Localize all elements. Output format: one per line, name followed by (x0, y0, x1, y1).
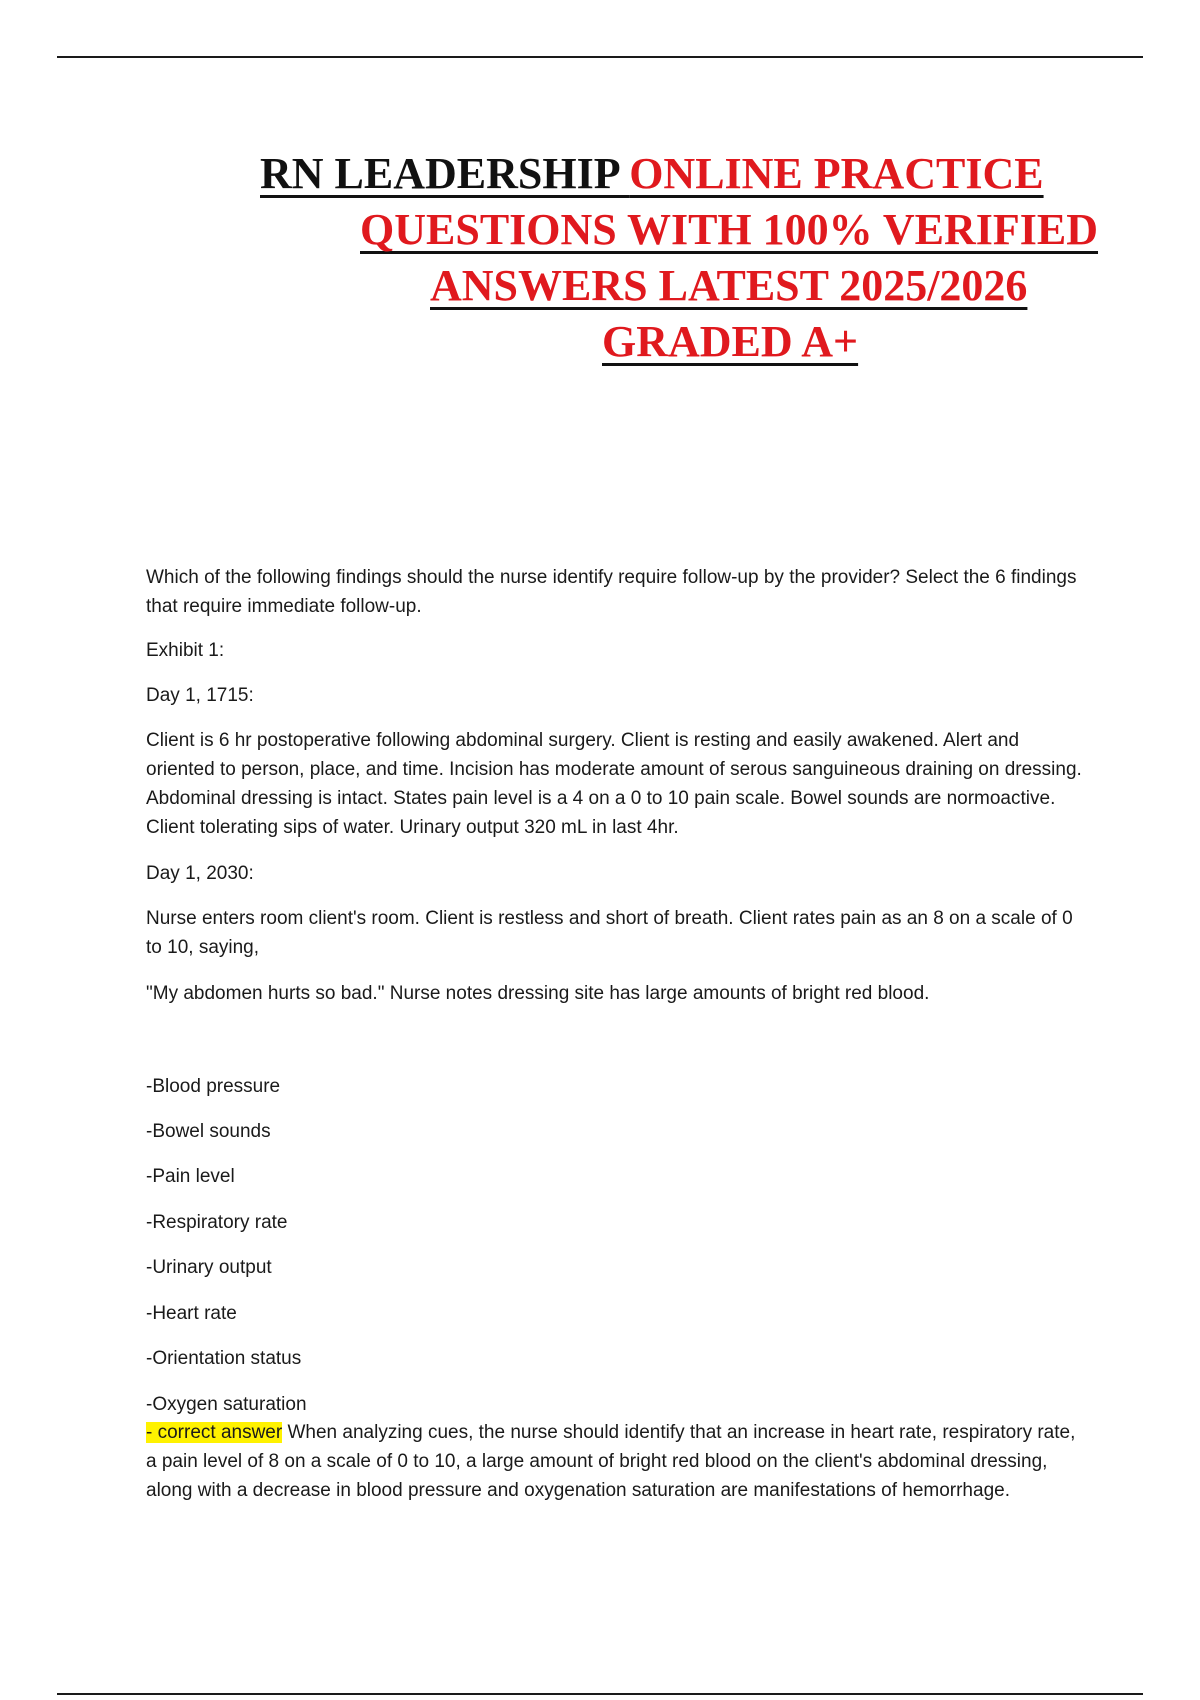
correct-answer-highlight: - correct answer (146, 1422, 283, 1443)
option-item: -Pain level (146, 1166, 235, 1187)
option-item: -Blood pressure (146, 1076, 281, 1097)
option-item: -Orientation status (146, 1348, 302, 1369)
title-line-3: ANSWERS LATEST 2025/2026 (430, 261, 1028, 310)
answer-text: When analyzing cues, the nurse should identify that an increase in heart rate, respiratory rate, a pain level of 8 on a scale of 0 to 10, a large amount of bright red blood on the client's abdominal dressing, along with a decrease in blood pressure and oxygenation saturation are manifestations of hemorrhage. (146, 1422, 1076, 1501)
option-item: -Respiratory rate (146, 1212, 288, 1233)
option-item: -Oxygen saturation (146, 1394, 307, 1415)
title-red-part: ONLINE PRACTICE (629, 149, 1044, 198)
bottom-rule (57, 1693, 1143, 1695)
entry-1-time: Day 1, 1715: (146, 685, 254, 706)
entry-2-note: Nurse enters room client's room. Client is restless and short of breath. Client rates pain as an 8 on a scale of 0 to 10, saying, (146, 908, 1073, 958)
option-item: -Heart rate (146, 1303, 237, 1324)
question-text: Which of the following findings should the nurse identify require follow-up by the provider? Select the 6 findings that require immediate follow-up. (146, 567, 1077, 617)
entry-2-quote: "My abdomen hurts so bad." Nurse notes dressing site has large amounts of bright red blood. (146, 983, 930, 1004)
exhibit-label: Exhibit 1: (146, 640, 225, 661)
entry-1-note: Client is 6 hr postoperative following abdominal surgery. Client is resting and easily awakened. Alert and oriented to person, place, and time. Incision has moderate amount of serous sanguineous draining on dressing. Abdominal dressing is intact. States pain level is a 4 on a 0 to 10 pain scale. Bowel sounds are normoactive. Client tolerating sips of water. Urinary output 320 mL in last 4hr. (146, 730, 1082, 838)
option-item: -Urinary output (146, 1257, 272, 1278)
answer-paragraph (146, 1418, 1086, 1505)
title-line-4: GRADED A+ (602, 317, 859, 366)
title-line-2: QUESTIONS WITH 100% VERIFIED (360, 205, 1099, 254)
option-item: -Bowel sounds (146, 1121, 271, 1142)
title-black-part: RN LEADERSHIP (260, 149, 630, 198)
top-rule (57, 56, 1143, 58)
title-line-1 (260, 146, 1044, 202)
entry-2-time: Day 1, 2030: (146, 863, 254, 884)
